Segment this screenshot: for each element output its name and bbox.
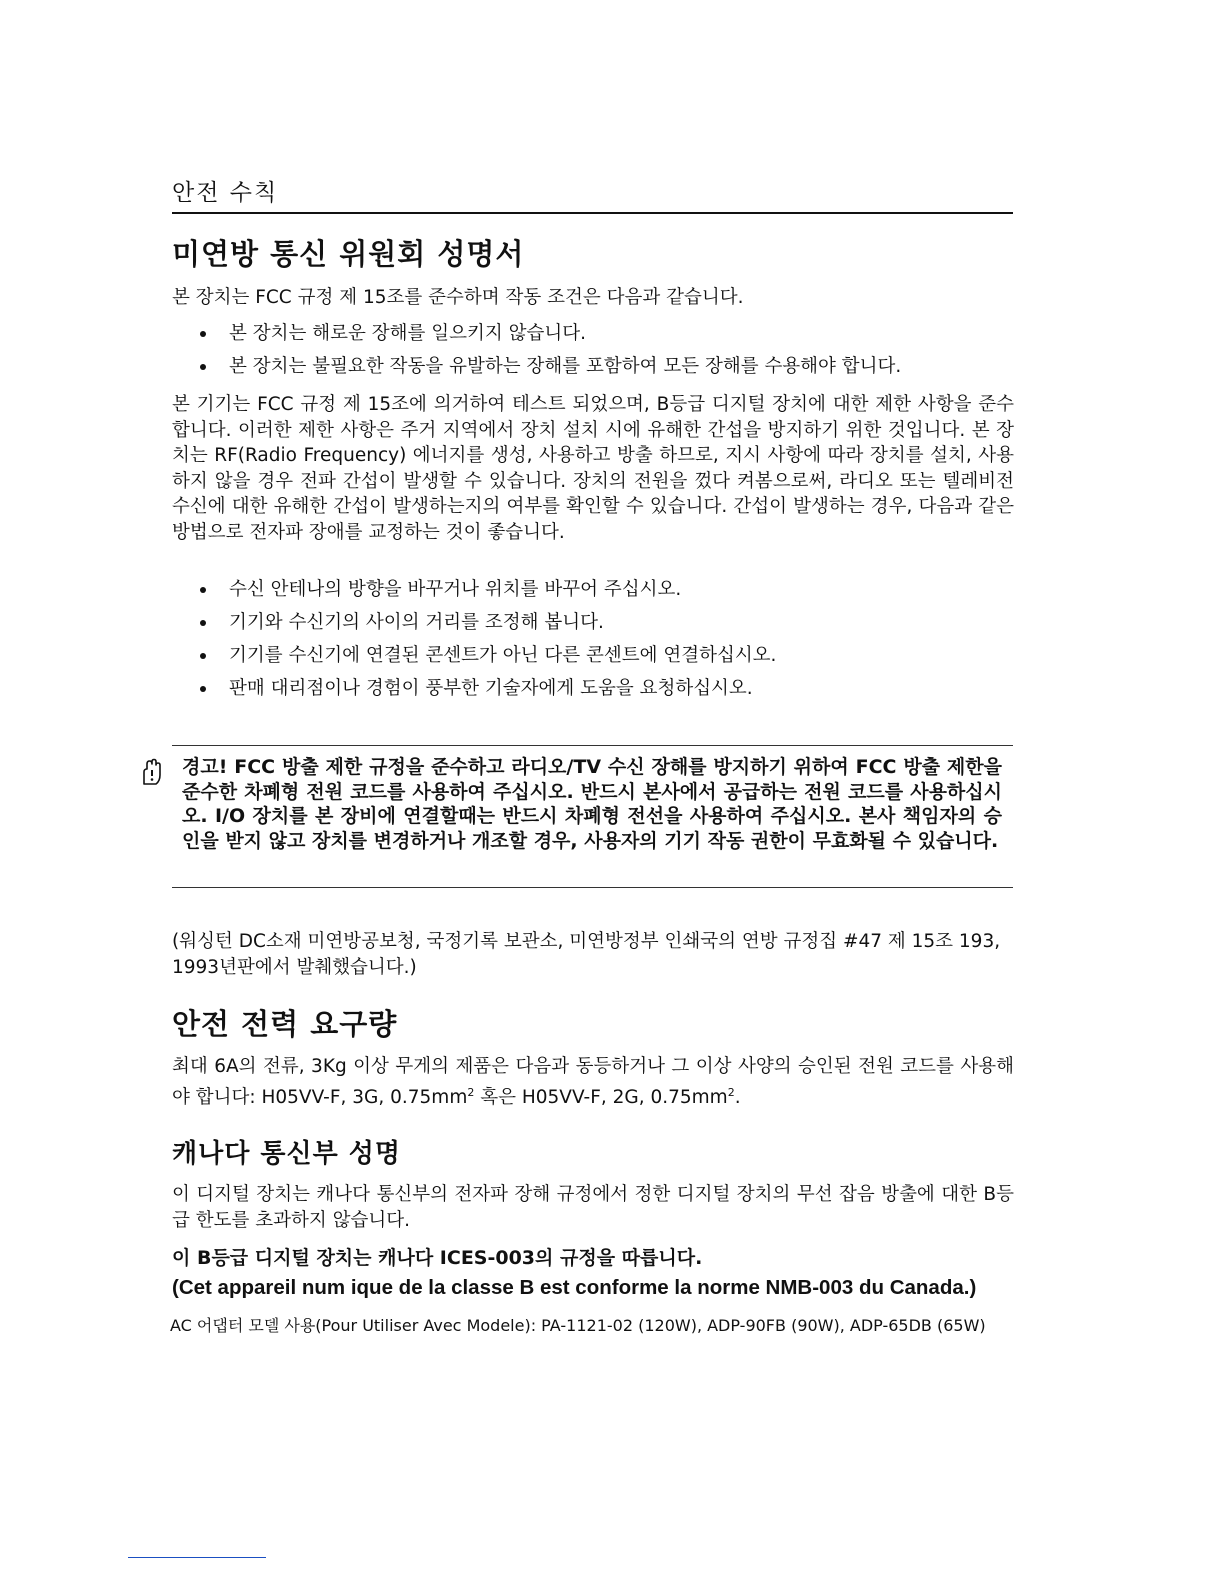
fcc-intro: 본 장치는 FCC 규정 제 15조를 준수하며 작동 조건은 다음과 같습니다. [172,287,744,308]
list-item-text: 기기를 수신기에 연결된 콘센트가 아닌 다른 콘센트에 연결하십시오. [229,645,777,666]
hand-warning-icon [139,758,165,786]
warning-text: 경고! FCC 방출 제한 규정을 준수하고 라디오/TV 수신 장해를 방지하기 위하여 FCC 방출 제한을 준수한 차폐형 전원 코드를 사용하여 주십시오. 반드시 본사에서 공급하는 전원 코드를 사용하십시오. I/O 장치를 본 장비에 연결할때는 반드시 차폐형 전선을 사용하여 주십시오. 본사 책임자의 승인을 받지 않고 장치를 변경하거나 개조할 경우, 사용자의 기기 작동 권한이 무효화될 수 있습니다. [182,756,1002,852]
warning-top-rule [172,745,1013,746]
superscript: 2 [727,1085,735,1099]
bullet-icon [200,653,206,659]
power-text-part: 혹은 H05VV-F, 2G, 0.75mm [474,1086,728,1108]
list-item-text: 기기와 수신기의 사이의 거리를 조정해 봅니다. [229,612,604,633]
bullet-icon [200,686,206,692]
list-item [172,643,776,676]
list-item [172,321,901,354]
canada-title: 캐나다 통신부 성명 [172,1139,402,1169]
list-item [172,577,776,610]
bullet-icon [200,364,206,370]
bullet-icon [200,620,206,626]
section-label: 안전 수칙 [172,180,279,206]
canada-text: 이 디지털 장치는 캐나다 통신부의 전자파 장해 규정에서 정한 디지털 장치의 무선 잡음 방출에 대한 B등급 한도를 초과하지 않습니다. [172,1184,1014,1231]
bullet-icon [200,587,206,593]
superscript: 2 [467,1085,475,1099]
fcc-conditions-list [172,321,901,387]
warning-bottom-rule [172,887,1013,888]
footer-link-line [128,1557,266,1558]
list-item-text: 본 장치는 해로운 장해를 일으키지 않습니다. [229,323,586,344]
bullet-icon [200,331,206,337]
fcc-title: 미연방 통신 위원회 성명서 [172,237,525,271]
fcc-body: 본 기기는 FCC 규정 제 15조에 의거하여 테스트 되었으며, B등급 디지털 장치에 대한 제한 사항을 준수합니다. 이러한 제한 사항은 주거 지역에서 장치 설치 시에 유해한 간섭을 방지하기 위한 것입니다. 본 장치는 RF(Radio Frequency) 에너지를 생성, 사용하고 방출 하므로, 지시 사항에 따라 장치를 설치, 사용하지 않을 경우 전파 간섭이 발생할 수 있습니다. 장치의 전원을 껐다 켜봄으로써, 라디오 또는 텔레비전 수신에 대한 유해한 간섭이 발생하는지의 여부를 확인할 수 있습니다. 간섭이 발생하는 경우, 다음과 같은 방법으로 전자파 장애를 교정하는 것이 좋습니다. [172,394,1014,543]
adapter-models: AC 어댑터 모델 사용(Pour Utiliser Avec Modele): PA-1121-02 (120W), ADP-90FB (90W), ADP-65DB (65W) [170,1316,986,1335]
list-item [172,676,776,709]
list-item [172,610,776,643]
ices-statement: 이 B등급 디지털 장치는 캐나다 ICES-003의 규정을 따릅니다. [172,1247,703,1269]
power-text-part: 최대 6A의 전류, 3Kg 이상 무게의 제품은 다음과 동등하거나 그 이상 사양의 승인된 전원 코드를 사용해야 합니다: H05VV-F, 3G, 0.75mm [172,1056,1014,1108]
list-item-text: 본 장치는 불필요한 작동을 유발하는 장해를 포함하여 모든 장해를 수용해야 합니다. [229,356,902,377]
list-item [172,354,901,387]
power-title: 안전 전력 요구량 [172,1007,398,1041]
power-text-part: . [734,1086,741,1108]
power-text [172,1054,1014,1110]
list-item-text: 수신 안테나의 방향을 바꾸거나 위치를 바꾸어 주십시오. [229,579,682,600]
header-rule [172,212,1013,214]
list-item-text: 판매 대리점이나 경험이 풍부한 기술자에게 도움을 요청하십시오. [229,678,753,699]
fcc-measures-list [172,577,776,709]
source-note: (워싱턴 DC소재 미연방공보청, 국정기록 보관소, 미연방정부 인쇄국의 연방 규정집 #47 제 15조 193, 1993년판에서 발췌했습니다.) [172,931,1001,978]
french-statement: (Cet appareil num ique de la classe B est conforme la norme NMB-003 du Canada.) [172,1276,977,1299]
